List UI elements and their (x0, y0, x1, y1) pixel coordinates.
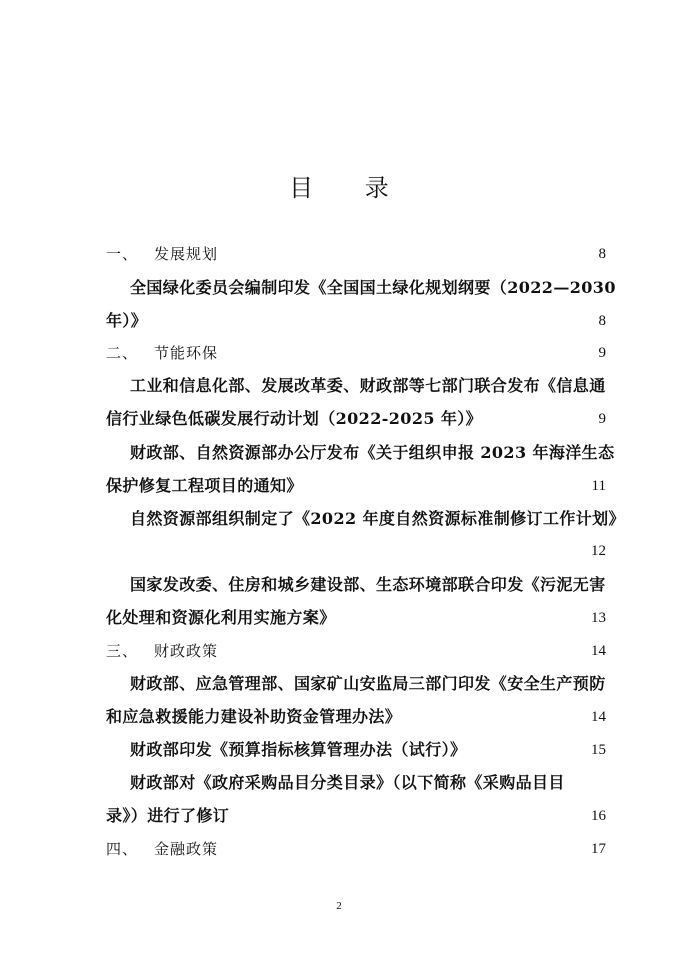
toc-entry-continuation[interactable] (106, 407, 610, 431)
entry-title: 财政部、自然资源部办公厅发布《关于组织申报 2023 年海洋生态 (130, 443, 615, 462)
toc-entry[interactable] (106, 276, 616, 300)
page-ref: 14 (591, 709, 606, 725)
toc-entry[interactable] (106, 672, 610, 696)
section-number: 三、 (106, 642, 139, 660)
toc-entry[interactable] (106, 573, 610, 597)
page-ref: 12 (591, 543, 606, 559)
section-number: 二、 (106, 344, 139, 362)
page-title: 目 录 (289, 174, 411, 202)
toc-entry-continuation[interactable] (106, 606, 610, 630)
page-ref: 8 (598, 313, 606, 329)
page-ref: 14 (591, 643, 606, 659)
toc-entry-continuation[interactable] (106, 705, 610, 729)
page-ref: 16 (591, 808, 606, 824)
footer-page-number: 2 (336, 900, 342, 912)
entry-title-cont: 和应急救援能力建设补助资金管理办法》 (106, 707, 402, 726)
entry-title: 全国绿化委员会编制印发《全国国土绿化规划纲要（2022—2030 (130, 278, 616, 297)
section-number: 四、 (106, 840, 139, 858)
page-ref: 13 (591, 610, 606, 626)
entry-title: 自然资源部组织制定了《2022 年度自然资源标准制修订工作计划》 (130, 509, 625, 528)
toc-entry-continuation[interactable] (106, 804, 610, 828)
page-ref: 9 (598, 411, 606, 427)
page-ref: 15 (591, 742, 606, 758)
toc-entry-continuation[interactable] (106, 309, 610, 333)
toc-section-3[interactable] (106, 639, 610, 663)
section-title: 发展规划 (154, 245, 219, 263)
entry-title: 国家发改委、住房和城乡建设部、生态环境部联合印发《污泥无害 (130, 575, 606, 594)
entry-title: 工业和信息化部、发展改革委、财政部等七部门联合发布《信息通 (130, 376, 606, 395)
toc-entry[interactable] (106, 441, 615, 465)
page-ref: 11 (591, 478, 606, 494)
entry-title-cont: 年）》 (106, 311, 148, 330)
page-ref: 17 (591, 841, 606, 857)
section-title: 节能环保 (154, 344, 219, 362)
entry-title: 财政部、应急管理部、国家矿山安监局三部门印发《安全生产预防 (130, 674, 606, 693)
page-ref: 9 (598, 345, 606, 361)
entry-title: 财政部印发《预算指标核算管理办法（试行）》 (130, 740, 467, 759)
entry-title-cont: 信行业绿色低碳发展行动计划（2022-2025 年）》 (106, 409, 483, 428)
toc-section-1[interactable] (106, 242, 610, 266)
entry-title-cont: 化处理和资源化利用实施方案》 (106, 608, 336, 627)
section-title: 财政政策 (154, 642, 219, 660)
toc-entry-continuation[interactable] (106, 474, 610, 498)
entry-title-cont: 录》）进行了修订 (106, 806, 230, 825)
toc-entry[interactable] (106, 738, 610, 762)
section-number: 一、 (106, 245, 139, 263)
toc-section-4[interactable] (106, 837, 610, 861)
section-title: 金融政策 (154, 840, 219, 858)
toc-entry[interactable] (106, 374, 610, 398)
page-ref: 8 (598, 246, 606, 262)
entry-title-cont: 保护修复工程项目的通知》 (106, 476, 303, 495)
entry-title: 财政部对《政府采购品目分类目录》（以下简称《采购品目目 (130, 773, 565, 792)
toc-entry-continuation[interactable] (106, 539, 610, 563)
toc-entry[interactable] (106, 771, 610, 795)
toc-entry[interactable] (106, 507, 625, 531)
toc-section-2[interactable] (106, 341, 610, 365)
